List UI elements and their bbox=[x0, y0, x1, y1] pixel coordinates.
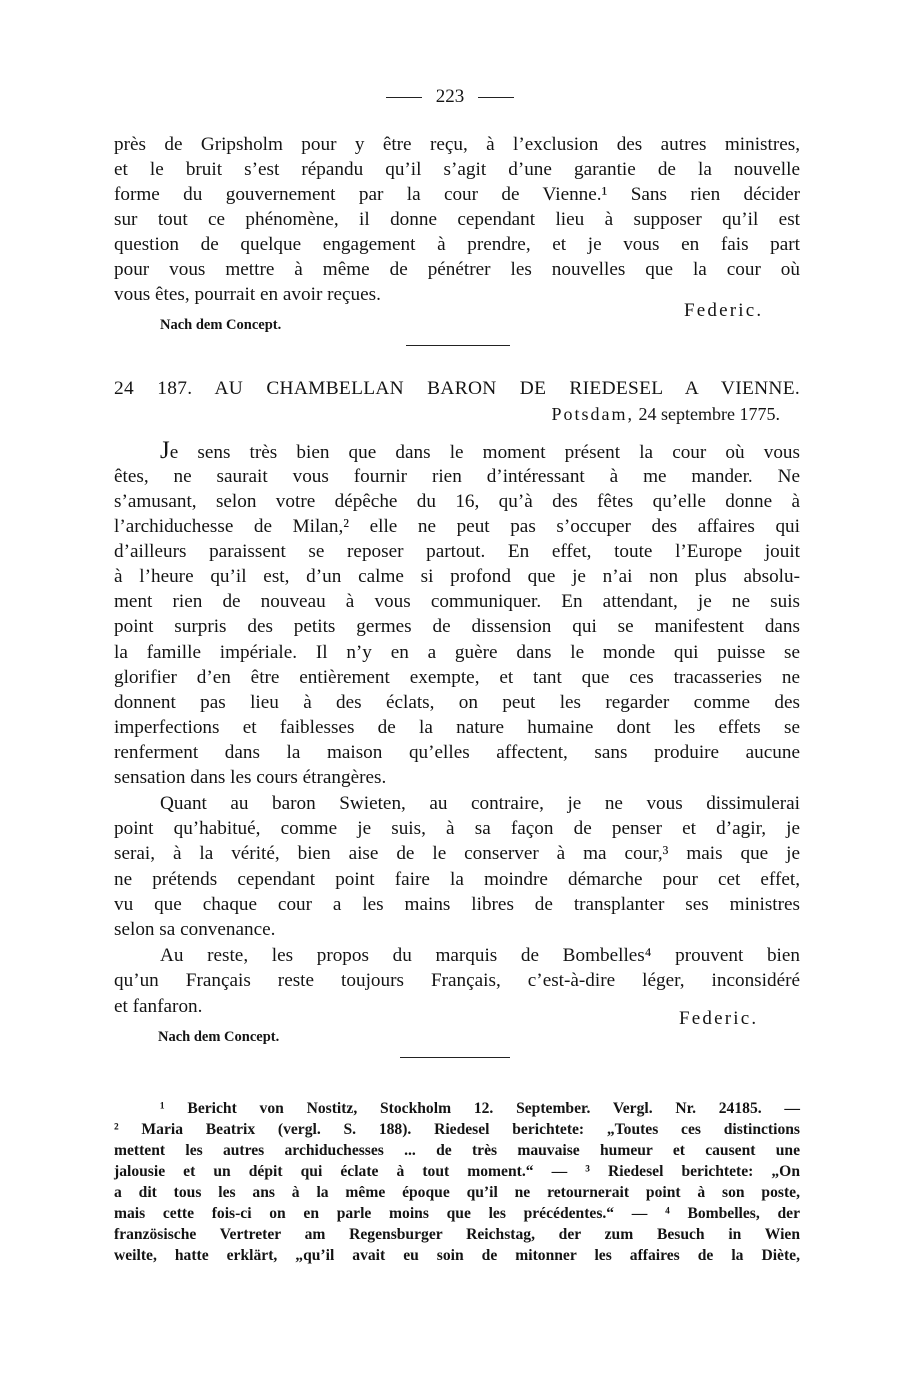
section-divider bbox=[406, 345, 510, 346]
text-line: l’archiduchesse de Milan,² elle ne peut pas s’occuper des affaires qui bbox=[114, 516, 800, 537]
text-line: selon sa convenance. bbox=[114, 919, 276, 940]
text-line: et fanfaron. bbox=[114, 996, 203, 1017]
text-line: ne prétends cependant point faire la moindre démarche pour cet effet, bbox=[114, 869, 800, 890]
footnote-line: ¹ Bericht von Nostitz, Stockholm 12. September. Vergl. Nr. 24185. — bbox=[160, 1100, 800, 1117]
text-line: renferment dans la maison qu’elles affectent, sans produire aucune bbox=[114, 742, 800, 763]
text-line: sur tout ce phénomène, il donne cependant lieu à supposer qu’il est bbox=[114, 209, 800, 230]
text-line: vous êtes, pourrait en avoir reçues. bbox=[114, 284, 381, 305]
place: Potsdam, bbox=[551, 404, 635, 424]
letter-heading bbox=[114, 377, 800, 401]
text-line: près de Gripsholm pour y être reçu, à l’exclusion des autres ministres, bbox=[114, 134, 800, 155]
footnote-line: französische Vertreter am Regensburger Reichstag, der zum Besuch in Wien bbox=[114, 1226, 800, 1243]
footnote-line: mais cette fois-ci on en parle moins que les précédentes.“ — ⁴ Bombelles, der bbox=[114, 1205, 800, 1222]
source-note: Nach dem Concept. bbox=[160, 317, 282, 333]
text-line: Je sens très bien que dans le moment présent la cour où vous bbox=[160, 437, 800, 464]
letter-title: AU CHAMBELLAN BARON DE RIEDESEL A VIENNE. bbox=[214, 378, 801, 399]
source-note: Nach dem Concept. bbox=[158, 1029, 280, 1045]
text-line: s’amusant, selon votre dépêche du 16, qu’à des fêtes qu’elle donne à bbox=[114, 491, 800, 512]
text-line: point qu’habitué, comme je suis, à sa façon de penser et d’agir, je bbox=[114, 818, 800, 839]
text-line: forme du gouvernement par la cour de Vienne.¹ Sans rien décider bbox=[114, 184, 800, 205]
footnote-line: mettent les autres archiduchesses ... de très mauvaise humeur et causent une bbox=[114, 1142, 800, 1159]
text-line: d’ailleurs paraissent se reposer partout. En effet, toute l’Europe jouit bbox=[114, 541, 800, 562]
text-line: glorifier d’en être entièrement exempte, et tant que ces tracasseries ne bbox=[114, 667, 800, 688]
text-line: qu’un Français reste toujours Français, c’est-à-dire léger, inconsidéré bbox=[114, 970, 800, 991]
footnote-line: jalousie et un dépit qui éclate à tout moment.“ — ³ Riedesel berichtete: „On bbox=[114, 1163, 800, 1180]
text-line: question de quelque engagement à prendre, et je vous en fais part bbox=[114, 234, 800, 255]
text-line: point surpris des petits germes de dissension qui se manifestent dans bbox=[114, 616, 800, 637]
page-header bbox=[0, 86, 900, 108]
text-line: Quant au baron Swieten, au contraire, je ne vous dissimulerai bbox=[160, 793, 800, 814]
footnote-line: a dit tous les ans à la même époque qu’il ne retournerait point à son poste, bbox=[114, 1184, 800, 1201]
footnote-line: ² Maria Beatrix (vergl. S. 188). Riedesel berichtete: „Toutes ces distinctions bbox=[114, 1121, 800, 1138]
text-line: pour vous mettre à même de pénétrer les nouvelles que la cour où bbox=[114, 259, 800, 280]
text-line: ment rien de nouveau à vous communiquer. En attendant, je ne suis bbox=[114, 591, 800, 612]
section-divider bbox=[400, 1057, 510, 1058]
text-line: la famille impériale. Il n’y en a guère dans le monde qui puisse se bbox=[114, 642, 800, 663]
text-line: Au reste, les propos du marquis de Bombelles⁴ prouvent bien bbox=[160, 945, 800, 966]
page-number: 223 bbox=[435, 86, 465, 107]
date: 24 septembre 1775. bbox=[638, 404, 780, 424]
signature: Federic. bbox=[684, 300, 764, 321]
drop-cap: J bbox=[160, 437, 170, 464]
text-line: vu que chaque cour a les mains libres de transplanter ses ministres bbox=[114, 894, 800, 915]
text-line: sensation dans les cours étrangères. bbox=[114, 767, 387, 788]
header-rule-right bbox=[478, 97, 514, 98]
text-line: serai, à la vérité, bien aise de le conserver à ma cour,³ mais que je bbox=[114, 843, 800, 864]
text-line: à l’heure qu’il est, d’un calme si profond que je n’ai non plus absolu- bbox=[114, 566, 800, 587]
text-line: donnent pas lieu à des éclats, on peut les regarder comme des bbox=[114, 692, 800, 713]
place-date bbox=[552, 403, 780, 425]
footnote-line: weilte, hatte erklärt, „qu’il avait eu soin de mitonner les affaires de la Diète, bbox=[114, 1247, 800, 1264]
text-line: et le bruit s’est répandu qu’il s’agit d’une garantie de la nouvelle bbox=[114, 159, 800, 180]
signature: Federic. bbox=[679, 1008, 759, 1029]
letter-number: 24 187. bbox=[114, 378, 193, 399]
text-line: êtes, ne saurait vous fournir rien d’intéressant à me mander. Ne bbox=[114, 466, 800, 487]
header-rule-left bbox=[386, 97, 422, 98]
text-line: imperfections et faiblesses de la nature humaine dont les effets se bbox=[114, 717, 800, 738]
